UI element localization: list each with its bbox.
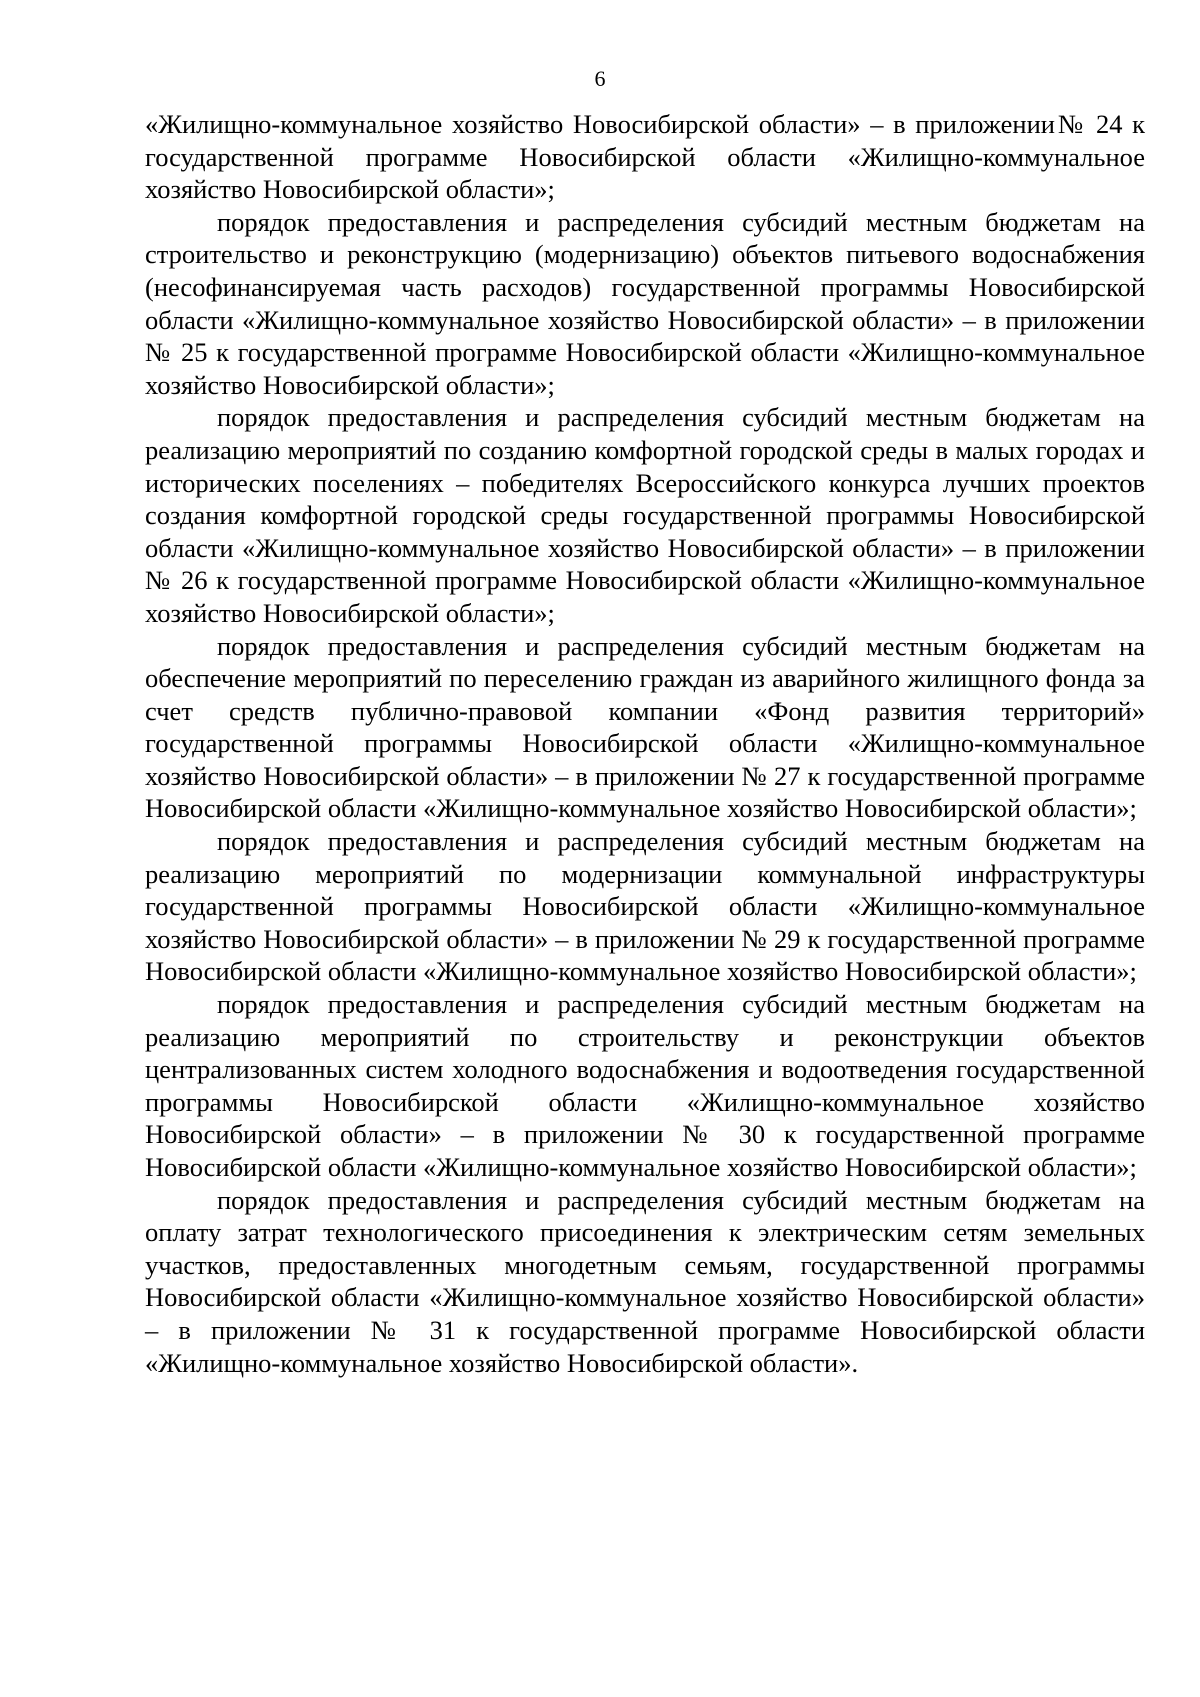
paragraph-appendix-27: порядок предоставления и распределения субсидий местным бюджетам на обеспечение мероприятий по переселению граждан из аварийного жилищного фонда за счет средств публично-правовой компании «Фонд развития территорий» государственной программы Новосибирской области «Жилищно-коммунальное хозяйство Новосибирской области» – в приложении № 27 к государственной программе Новосибирской области «Жилищно-коммунальное хозяйство Новосибирской области»; <box>145 630 1145 824</box>
document-body <box>145 108 1145 1379</box>
paragraph-appendix-30: порядок предоставления и распределения субсидий местным бюджетам на реализацию мероприятий по строительству и реконструкции объектов централизованных систем холодного водоснабжения и водоотведения государственной программы Новосибирской области «Жилищно-коммунальное хозяйство Новосибирской области» – в приложении № 30 к государственной программе Новосибирской области «Жилищно-коммунальное хозяйство Новосибирской области»; <box>145 989 1145 1182</box>
paragraph-appendix-31: порядок предоставления и распределения субсидий местным бюджетам на оплату затрат технологического присоединения к электрическим сетям земельных участков, предоставленных многодетным семьям, государственной программы Новосибирской области «Жилищно-коммунальное хозяйство Новосибирской области» – в приложении № 31 к государственной программе Новосибирской области «Жилищно-коммунальное хозяйство Новосибирской области». <box>145 1184 1145 1378</box>
paragraph-appendix-25: порядок предоставления и распределения субсидий местным бюджетам на строительство и реконструкцию (модернизацию) объектов питьевого водоснабжения (несофинансируемая часть расходов) государственной программы Новосибирской области «Жилищно-коммунальное хозяйство Новосибирской области» – в приложении № 25 к государственной программе Новосибирской области «Жилищно-коммунальное хозяйство Новосибирской области»; <box>145 206 1145 400</box>
page-number: 6 <box>594 66 606 91</box>
paragraph-appendix-29: порядок предоставления и распределения субсидий местным бюджетам на реализацию мероприятий по модернизации коммунальной инфраструктуры государственной программы Новосибирской области «Жилищно-коммунальное хозяйство Новосибирской области» – в приложении № 29 к государственной программе Новосибирской области «Жилищно-коммунальное хозяйство Новосибирской области»; <box>145 826 1145 987</box>
paragraph-appendix-26: порядок предоставления и распределения субсидий местным бюджетам на реализацию мероприятий по созданию комфортной городской среды в малых городах и исторических поселениях – победителях Всероссийского конкурса лучших проектов создания комфортной городской среды государственной программы Новосибирской области «Жилищно-коммунальное хозяйство Новосибирской области» – в приложении № 26 к государственной программе Новосибирской области «Жилищно-коммунальное хозяйство Новосибирской области»; <box>145 402 1145 628</box>
paragraph-continuation: «Жилищно-коммунальное хозяйство Новосибирской области» – в приложении№ 24 к государственной программе Новосибирской области «Жилищно-коммунальное хозяйство Новосибирской области»; <box>145 109 1145 205</box>
